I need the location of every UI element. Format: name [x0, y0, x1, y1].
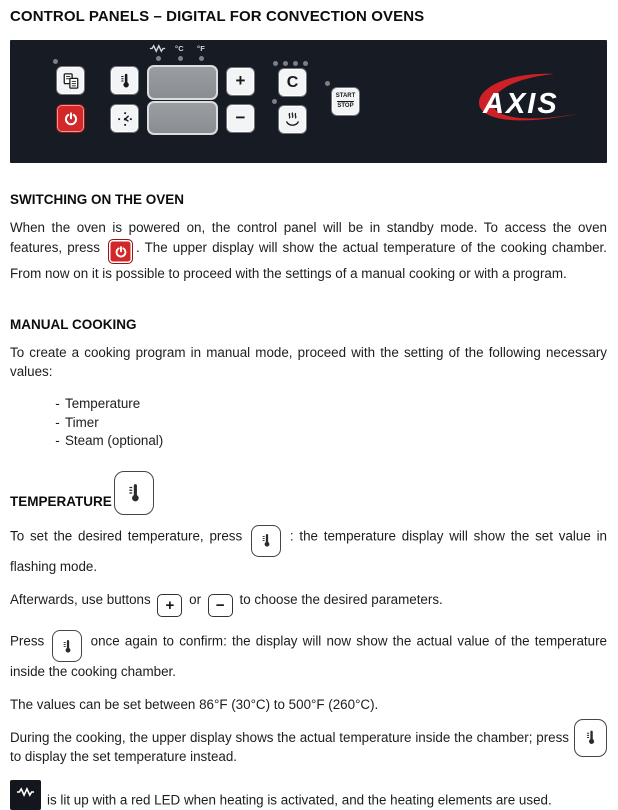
lower-display	[147, 101, 218, 135]
power-icon	[63, 111, 79, 127]
inline-power-button	[108, 239, 133, 264]
temperature-range-note: The values can be set between 86°F (30°C) to 500°F (260°C).	[10, 696, 379, 712]
list-item-temperature: Temperature	[65, 396, 141, 412]
timer-button	[110, 104, 139, 133]
program-icon	[62, 72, 80, 90]
heating-indicator-note: is lit up with a red LED when heating is activated, and the heating elements are used.	[10, 780, 607, 810]
temperature-paragraph-1: To set the desired temperature, press : the temperature display will show the set value in flashing mode.	[10, 525, 607, 577]
switching-paragraph	[10, 218, 607, 284]
fahrenheit-indicator-led	[199, 56, 204, 61]
temperature-paragraph-2: Afterwards, use buttons + or − to choose the desired parameters.	[10, 590, 607, 617]
heating-indicator-label	[149, 44, 166, 55]
start-stop-led	[325, 81, 330, 86]
clear-led-3	[293, 61, 298, 66]
temperature-button-illustration	[114, 471, 154, 515]
inline-thermometer-button	[574, 719, 607, 757]
thermometer-icon	[116, 71, 134, 91]
list-item: - Temperature	[10, 395, 607, 414]
axis-logo	[468, 68, 592, 139]
list-item: - Steam (optional)	[10, 432, 607, 451]
clear-icon: C	[286, 73, 299, 91]
start-stop-button	[331, 87, 360, 116]
inline-thermometer-button	[52, 630, 82, 662]
temperature-heading: TEMPERATURE	[10, 493, 112, 509]
list-item: - Timer	[10, 414, 607, 433]
plus-button	[226, 67, 255, 96]
switching-text-before: When the oven is powered on, the control panel will be in standby mode. To access the oven features, press	[10, 220, 607, 255]
thermometer-icon	[582, 727, 599, 748]
temperature-paragraph-5: During the cooking, the upper display shows the actual temperature inside the chamber; press to display the set temperature instead.	[10, 728, 607, 767]
clock-icon	[116, 110, 134, 128]
upper-display	[147, 65, 218, 100]
temperature-paragraph-3: Press once again to confirm: the display will now show the actual value of the temperature inside the cooking chamber.	[10, 630, 607, 682]
temperature-heading-row	[10, 471, 607, 515]
steam-led	[272, 99, 277, 104]
heating-indicator-led	[156, 56, 161, 61]
axis-logo-text: AXIS	[483, 88, 559, 120]
switching-text-after: . The upper display will show the actual temperature of the cooking chamber. From now on it is possible to proceed with the settings of a manual cooking or with a program.	[10, 239, 607, 282]
fahrenheit-indicator-label: °F	[197, 44, 206, 53]
manual-cooking-heading: MANUAL COOKING	[10, 316, 137, 332]
steam-button	[278, 105, 307, 134]
list-item-steam: Steam (optional)	[65, 433, 164, 449]
switching-heading: SWITCHING ON THE OVEN	[10, 192, 185, 207]
plus-icon: +	[165, 596, 175, 614]
inline-minus-button	[208, 594, 233, 617]
manual-values-list	[10, 395, 607, 451]
inline-plus-button	[157, 594, 182, 617]
minus-icon: −	[215, 596, 225, 614]
stop-label: STOP	[337, 102, 354, 109]
celsius-indicator-label: °C	[175, 44, 185, 53]
plus-icon: +	[235, 71, 246, 90]
minus-button	[226, 104, 255, 133]
program-button	[56, 66, 85, 95]
clear-led-4	[303, 61, 308, 66]
start-label: START	[335, 93, 356, 100]
thermometer-icon	[123, 480, 145, 506]
thermometer-icon	[258, 531, 274, 550]
heating-element-icon	[16, 787, 35, 797]
heating-indicator-illustration	[10, 780, 41, 810]
thermometer-icon	[59, 637, 75, 656]
temperature-button	[110, 66, 139, 95]
control-panel-image	[10, 40, 607, 163]
inline-thermometer-button	[251, 525, 281, 557]
celsius-indicator-led	[178, 56, 183, 61]
clear-led-2	[283, 61, 288, 66]
list-item-timer: Timer	[65, 414, 99, 430]
manual-cooking-intro: To create a cooking program in manual mode, proceed with the setting of the following necessary values:	[10, 344, 607, 380]
power-icon	[114, 245, 128, 259]
minus-icon: −	[235, 108, 246, 127]
power-button	[56, 104, 85, 133]
steam-icon	[283, 110, 302, 129]
clear-button	[278, 68, 307, 97]
page-title: CONTROL PANELS – DIGITAL FOR CONVECTION OVENS	[10, 8, 425, 25]
clear-led-1	[273, 61, 278, 66]
heating-element-icon	[149, 44, 166, 53]
program-led	[53, 59, 58, 64]
